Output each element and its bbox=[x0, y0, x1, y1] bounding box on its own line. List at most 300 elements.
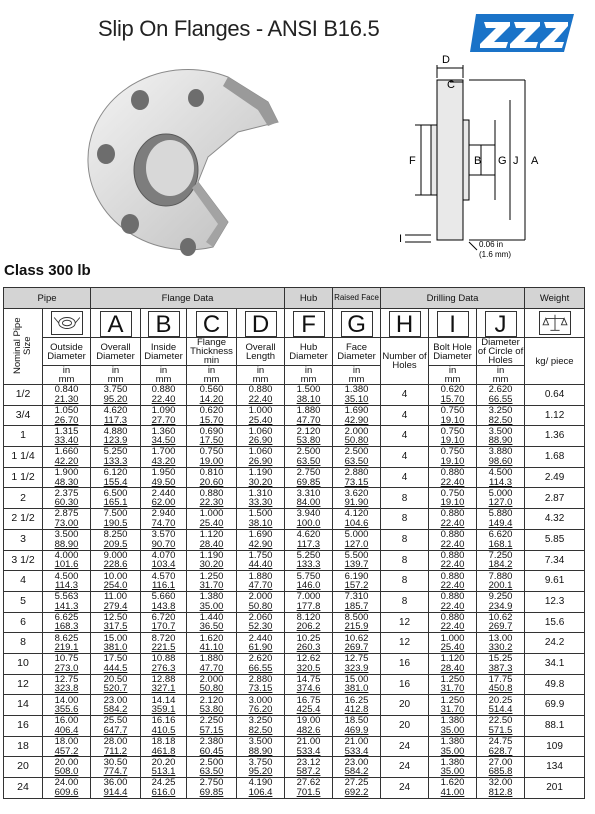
cell-g: 16.25 412.8 bbox=[333, 695, 381, 716]
desc-hub-d: Hub Diameter bbox=[285, 338, 333, 366]
cell-a: 4.880 123.9 bbox=[91, 426, 141, 447]
cell-f: 2.750 69.85 bbox=[285, 467, 333, 488]
desc-od: Outside Diameter bbox=[43, 338, 91, 366]
cell-c: 0.690 17.50 bbox=[187, 426, 237, 447]
cell-c: 1.380 35.00 bbox=[187, 591, 237, 612]
desc-face-d: Face Diameter bbox=[333, 338, 381, 366]
cell-g: 4.120 104.6 bbox=[333, 509, 381, 530]
cell-g: 18.50 469.9 bbox=[333, 716, 381, 737]
cell-d: 2.440 61.90 bbox=[237, 633, 285, 654]
cell-od: 14.00 355.6 bbox=[43, 695, 91, 716]
cell-od: 6.625 168.3 bbox=[43, 612, 91, 633]
table-row bbox=[4, 509, 585, 530]
table-row bbox=[4, 385, 585, 406]
table-row bbox=[4, 736, 585, 757]
cell-od: 1.900 48.30 bbox=[43, 467, 91, 488]
cell-f: 4.620 117.3 bbox=[285, 529, 333, 550]
cell-kg: 49.8 bbox=[525, 674, 585, 695]
cell-holes: 8 bbox=[381, 550, 429, 571]
cell-holes: 12 bbox=[381, 633, 429, 654]
class-label: Class 300 lb bbox=[4, 262, 91, 279]
cell-a: 36.00 914.4 bbox=[91, 778, 141, 799]
pipe-icon bbox=[51, 311, 83, 335]
cell-d: 1.060 26.90 bbox=[237, 447, 285, 468]
desc-circle: Diameter of Circle of Holes bbox=[477, 337, 524, 366]
table-row bbox=[4, 529, 585, 550]
cell-j: 13.00 330.2 bbox=[477, 633, 525, 654]
desc-kg: kg/ piece bbox=[525, 338, 585, 385]
cell-c: 2.000 50.80 bbox=[187, 674, 237, 695]
table-row bbox=[4, 591, 585, 612]
cell-i: 1.000 25.40 bbox=[429, 633, 477, 654]
cell-g: 23.00 584.2 bbox=[333, 757, 381, 778]
cell-g: 1.380 35.10 bbox=[333, 385, 381, 406]
cell-g: 2.880 73.15 bbox=[333, 467, 381, 488]
desc-holes: Number of Holes bbox=[381, 338, 429, 385]
cell-kg: 109 bbox=[525, 736, 585, 757]
cell-d: 3.000 76.20 bbox=[237, 695, 285, 716]
cell-od: 12.75 323.8 bbox=[43, 674, 91, 695]
cell-f: 14.75 374.6 bbox=[285, 674, 333, 695]
cell-kg: 15.6 bbox=[525, 612, 585, 633]
cell-j: 4.500 114.3 bbox=[477, 467, 525, 488]
cell-d: 2.060 52.30 bbox=[237, 612, 285, 633]
table-row bbox=[4, 488, 585, 509]
cell-d: 1.000 25.40 bbox=[237, 405, 285, 426]
letter-b: B bbox=[141, 309, 187, 338]
cell-a: 12.50 317.5 bbox=[91, 612, 141, 633]
group-hub: Hub bbox=[285, 288, 333, 309]
dim-label-a: A bbox=[531, 155, 539, 167]
cell-b: 12.88 327.1 bbox=[141, 674, 187, 695]
cell-g: 12.75 323.9 bbox=[333, 653, 381, 674]
scale-icon-cell bbox=[525, 309, 585, 338]
cell-kg: 134 bbox=[525, 757, 585, 778]
dim-label-c: C bbox=[447, 79, 455, 91]
cell-j: 15.25 387.3 bbox=[477, 653, 525, 674]
cell-a: 5.250 133.3 bbox=[91, 447, 141, 468]
cell-i: 0.750 19.10 bbox=[429, 447, 477, 468]
cell-b: 1.090 27.70 bbox=[141, 405, 187, 426]
cell-b: 2.440 62.00 bbox=[141, 488, 187, 509]
cell-d: 1.750 44.40 bbox=[237, 550, 285, 571]
cell-size: 4 bbox=[4, 571, 43, 592]
cell-holes: 4 bbox=[381, 385, 429, 406]
cell-kg: 1.68 bbox=[525, 447, 585, 468]
cell-f: 2.500 63.50 bbox=[285, 447, 333, 468]
cell-f: 21.00 533.4 bbox=[285, 736, 333, 757]
table-row bbox=[4, 757, 585, 778]
cell-kg: 2.87 bbox=[525, 488, 585, 509]
cell-kg: 201 bbox=[525, 778, 585, 799]
cell-a: 6.500 165.1 bbox=[91, 488, 141, 509]
cell-a: 30.50 774.7 bbox=[91, 757, 141, 778]
cell-i: 1.380 35.00 bbox=[429, 757, 477, 778]
cell-i: 0.880 22.40 bbox=[429, 571, 477, 592]
cell-b: 24.25 616.0 bbox=[141, 778, 187, 799]
table-row bbox=[4, 571, 585, 592]
cell-a: 4.620 117.3 bbox=[91, 405, 141, 426]
group-raised: Raised Face bbox=[333, 288, 381, 309]
cell-c: 2.120 53.80 bbox=[187, 695, 237, 716]
cell-g: 10.62 269.7 bbox=[333, 633, 381, 654]
cell-holes: 4 bbox=[381, 467, 429, 488]
cell-j: 3.250 82.50 bbox=[477, 405, 525, 426]
cell-c: 1.120 28.40 bbox=[187, 529, 237, 550]
cell-d: 1.500 38.10 bbox=[237, 509, 285, 530]
cell-d: 1.060 26.90 bbox=[237, 426, 285, 447]
cell-od: 0.840 21.30 bbox=[43, 385, 91, 406]
letter-c: C bbox=[187, 309, 237, 338]
cell-f: 10.25 260.3 bbox=[285, 633, 333, 654]
cell-size: 3 bbox=[4, 529, 43, 550]
cell-d: 1.690 42.90 bbox=[237, 529, 285, 550]
cell-od: 8.625 219.1 bbox=[43, 633, 91, 654]
cell-g: 8.500 215.9 bbox=[333, 612, 381, 633]
cell-kg: 5.85 bbox=[525, 529, 585, 550]
table-row bbox=[4, 716, 585, 737]
cell-j: 9.250 234.9 bbox=[477, 591, 525, 612]
dim-label-j: J bbox=[513, 155, 519, 167]
dim-label-d: D bbox=[442, 54, 450, 66]
cell-d: 2.000 50.80 bbox=[237, 591, 285, 612]
dim-label-f: F bbox=[409, 155, 416, 167]
letter-row bbox=[4, 309, 585, 338]
cell-c: 1.880 47.70 bbox=[187, 653, 237, 674]
cell-f: 23.12 587.2 bbox=[285, 757, 333, 778]
cell-j: 22.50 571.5 bbox=[477, 716, 525, 737]
pipe-icon-cell bbox=[43, 309, 91, 338]
cell-i: 0.880 22.40 bbox=[429, 591, 477, 612]
cell-d: 1.310 33.30 bbox=[237, 488, 285, 509]
cell-g: 2.500 63.50 bbox=[333, 447, 381, 468]
cell-od: 2.875 73.00 bbox=[43, 509, 91, 530]
cell-od: 4.000 101.6 bbox=[43, 550, 91, 571]
cell-g: 21.00 533.4 bbox=[333, 736, 381, 757]
letter-i: I bbox=[429, 309, 477, 338]
letter-f: F bbox=[285, 309, 333, 338]
unit-cell: in mm bbox=[429, 366, 477, 385]
cell-b: 1.700 43.20 bbox=[141, 447, 187, 468]
cell-a: 23.00 584.2 bbox=[91, 695, 141, 716]
cell-c: 0.620 15.70 bbox=[187, 405, 237, 426]
cell-j: 7.880 200.1 bbox=[477, 571, 525, 592]
cell-a: 7.500 190.5 bbox=[91, 509, 141, 530]
cell-c: 0.880 22.30 bbox=[187, 488, 237, 509]
cell-holes: 24 bbox=[381, 757, 429, 778]
cell-size: 20 bbox=[4, 757, 43, 778]
cell-size: 8 bbox=[4, 633, 43, 654]
cell-od: 3.500 88.90 bbox=[43, 529, 91, 550]
cell-kg: 2.49 bbox=[525, 467, 585, 488]
unit-cell: in mm bbox=[187, 366, 237, 385]
cell-od: 16.00 406.4 bbox=[43, 716, 91, 737]
cell-f: 12.62 320.5 bbox=[285, 653, 333, 674]
desc-overall-d: Overall Diameter bbox=[91, 338, 141, 366]
cell-od: 24.00 609.6 bbox=[43, 778, 91, 799]
cell-f: 1.500 38.10 bbox=[285, 385, 333, 406]
cell-c: 0.750 19.00 bbox=[187, 447, 237, 468]
cell-i: 0.880 22.40 bbox=[429, 509, 477, 530]
unit-cell: in mm bbox=[333, 366, 381, 385]
table-row bbox=[4, 426, 585, 447]
cell-kg: 1.12 bbox=[525, 405, 585, 426]
cell-holes: 4 bbox=[381, 405, 429, 426]
table-row bbox=[4, 405, 585, 426]
cell-b: 6.720 170.7 bbox=[141, 612, 187, 633]
scale-icon bbox=[539, 311, 571, 335]
cell-holes: 24 bbox=[381, 736, 429, 757]
cell-i: 0.620 15.70 bbox=[429, 385, 477, 406]
cell-size: 18 bbox=[4, 736, 43, 757]
cell-holes: 4 bbox=[381, 426, 429, 447]
cell-b: 20.20 513.1 bbox=[141, 757, 187, 778]
group-weight: Weight bbox=[525, 288, 585, 309]
cell-j: 27.00 685.8 bbox=[477, 757, 525, 778]
cell-b: 4.570 116.1 bbox=[141, 571, 187, 592]
cell-f: 7.000 177.8 bbox=[285, 591, 333, 612]
cell-b: 10.88 276.3 bbox=[141, 653, 187, 674]
cell-d: 4.190 106.4 bbox=[237, 778, 285, 799]
cell-a: 3.750 95.20 bbox=[91, 385, 141, 406]
cell-j: 32.00 812.8 bbox=[477, 778, 525, 799]
cell-od: 1.660 42.20 bbox=[43, 447, 91, 468]
cell-c: 2.500 63.50 bbox=[187, 757, 237, 778]
unit-cell: in mm bbox=[141, 366, 187, 385]
table-row bbox=[4, 447, 585, 468]
letter-d: D bbox=[237, 309, 285, 338]
cell-d: 2.620 66.55 bbox=[237, 653, 285, 674]
letter-j: J bbox=[477, 309, 525, 338]
cell-size: 1 bbox=[4, 426, 43, 447]
cell-d: 1.880 47.70 bbox=[237, 571, 285, 592]
table-body bbox=[4, 385, 585, 799]
cell-kg: 7.34 bbox=[525, 550, 585, 571]
cell-c: 0.560 14.20 bbox=[187, 385, 237, 406]
cell-holes: 16 bbox=[381, 674, 429, 695]
flange-dimension-drawing bbox=[385, 50, 565, 265]
cell-g: 27.25 692.2 bbox=[333, 778, 381, 799]
cell-i: 1.250 31.70 bbox=[429, 695, 477, 716]
cell-kg: 34.1 bbox=[525, 653, 585, 674]
cell-a: 11.00 279.4 bbox=[91, 591, 141, 612]
cell-i: 0.880 22.40 bbox=[429, 550, 477, 571]
dim-label-g: G bbox=[498, 155, 507, 167]
cell-b: 4.070 103.4 bbox=[141, 550, 187, 571]
cell-size: 1/2 bbox=[4, 385, 43, 406]
cell-holes: 8 bbox=[381, 488, 429, 509]
cell-od: 1.050 26.70 bbox=[43, 405, 91, 426]
cell-holes: 4 bbox=[381, 447, 429, 468]
cell-f: 3.940 100.0 bbox=[285, 509, 333, 530]
unit-cell: in mm bbox=[237, 366, 285, 385]
note-line2: (1.6 mm) bbox=[479, 250, 511, 259]
cell-g: 7.310 185.7 bbox=[333, 591, 381, 612]
unit-row bbox=[4, 366, 585, 385]
cell-d: 3.750 95.20 bbox=[237, 757, 285, 778]
cell-i: 0.880 22.40 bbox=[429, 529, 477, 550]
table-row bbox=[4, 550, 585, 571]
desc-length: Overall Length bbox=[237, 338, 285, 366]
cell-holes: 16 bbox=[381, 653, 429, 674]
cell-c: 1.190 30.20 bbox=[187, 550, 237, 571]
cell-b: 3.570 90.70 bbox=[141, 529, 187, 550]
cell-b: 0.880 22.40 bbox=[141, 385, 187, 406]
cell-size: 5 bbox=[4, 591, 43, 612]
cell-a: 17.50 444.5 bbox=[91, 653, 141, 674]
cell-od: 20.00 508.0 bbox=[43, 757, 91, 778]
cell-size: 2 bbox=[4, 488, 43, 509]
cell-j: 5.880 149.4 bbox=[477, 509, 525, 530]
cell-size: 1 1/4 bbox=[4, 447, 43, 468]
cell-c: 2.250 57.15 bbox=[187, 716, 237, 737]
cell-kg: 9.61 bbox=[525, 571, 585, 592]
cell-d: 3.250 82.50 bbox=[237, 716, 285, 737]
cell-c: 2.750 69.85 bbox=[187, 778, 237, 799]
desc-inside-d: Inside Diameter bbox=[141, 338, 187, 366]
cell-b: 8.720 221.5 bbox=[141, 633, 187, 654]
cell-i: 1.250 31.70 bbox=[429, 674, 477, 695]
unit-cell: in mm bbox=[285, 366, 333, 385]
cell-c: 1.000 25.40 bbox=[187, 509, 237, 530]
cell-a: 9.000 228.6 bbox=[91, 550, 141, 571]
table-row bbox=[4, 778, 585, 799]
cell-f: 19.00 482.6 bbox=[285, 716, 333, 737]
cell-d: 2.880 73.15 bbox=[237, 674, 285, 695]
cell-holes: 20 bbox=[381, 695, 429, 716]
group-header-row bbox=[4, 288, 585, 309]
cell-kg: 1.36 bbox=[525, 426, 585, 447]
cell-f: 1.880 47.70 bbox=[285, 405, 333, 426]
cell-g: 2.000 50.80 bbox=[333, 426, 381, 447]
cell-od: 1.315 33.40 bbox=[43, 426, 91, 447]
cell-i: 0.750 19.10 bbox=[429, 488, 477, 509]
cell-a: 25.50 647.7 bbox=[91, 716, 141, 737]
cell-holes: 8 bbox=[381, 529, 429, 550]
desc-thickness: Flange Thickness min bbox=[187, 338, 237, 366]
flange-spec-table bbox=[3, 287, 585, 799]
unit-cell: in mm bbox=[43, 366, 91, 385]
note-line1: 0.06 in bbox=[479, 240, 504, 249]
cell-j: 24.75 628.7 bbox=[477, 736, 525, 757]
zzz-logo bbox=[470, 8, 578, 56]
cell-g: 1.690 42.90 bbox=[333, 405, 381, 426]
table-row bbox=[4, 467, 585, 488]
desc-row bbox=[4, 338, 585, 366]
cell-a: 10.00 254.0 bbox=[91, 571, 141, 592]
cell-i: 0.750 19.10 bbox=[429, 405, 477, 426]
cell-od: 4.500 114.3 bbox=[43, 571, 91, 592]
cell-f: 8.120 206.2 bbox=[285, 612, 333, 633]
letter-a: A bbox=[91, 309, 141, 338]
cell-g: 5.500 139.7 bbox=[333, 550, 381, 571]
cell-kg: 24.2 bbox=[525, 633, 585, 654]
cell-i: 1.380 35.00 bbox=[429, 716, 477, 737]
cell-kg: 69.9 bbox=[525, 695, 585, 716]
cell-holes: 8 bbox=[381, 571, 429, 592]
cell-od: 5.563 141.3 bbox=[43, 591, 91, 612]
cell-size: 24 bbox=[4, 778, 43, 799]
cell-j: 17.75 450.8 bbox=[477, 674, 525, 695]
table-row bbox=[4, 612, 585, 633]
cell-j: 2.620 66.55 bbox=[477, 385, 525, 406]
cell-f: 27.62 701.5 bbox=[285, 778, 333, 799]
group-drilling: Drilling Data bbox=[381, 288, 525, 309]
cell-b: 18.18 461.8 bbox=[141, 736, 187, 757]
cell-d: 0.880 22.40 bbox=[237, 385, 285, 406]
cell-f: 5.250 133.3 bbox=[285, 550, 333, 571]
cell-j: 10.62 269.7 bbox=[477, 612, 525, 633]
cell-a: 6.120 155.4 bbox=[91, 467, 141, 488]
cell-f: 16.75 425.4 bbox=[285, 695, 333, 716]
cell-size: 6 bbox=[4, 612, 43, 633]
cell-holes: 8 bbox=[381, 509, 429, 530]
cell-a: 15.00 381.0 bbox=[91, 633, 141, 654]
cell-i: 1.620 41.00 bbox=[429, 778, 477, 799]
cell-g: 3.620 91.90 bbox=[333, 488, 381, 509]
cell-g: 5.000 127.0 bbox=[333, 529, 381, 550]
cell-size: 3 1/2 bbox=[4, 550, 43, 571]
cell-od: 18.00 457.2 bbox=[43, 736, 91, 757]
cell-size: 3/4 bbox=[4, 405, 43, 426]
cell-c: 1.250 31.70 bbox=[187, 571, 237, 592]
cell-holes: 8 bbox=[381, 591, 429, 612]
cell-kg: 12.3 bbox=[525, 591, 585, 612]
cell-kg: 88.1 bbox=[525, 716, 585, 737]
table-row bbox=[4, 695, 585, 716]
cell-size: 2 1/2 bbox=[4, 509, 43, 530]
cell-i: 1.120 28.40 bbox=[429, 653, 477, 674]
cell-size: 10 bbox=[4, 653, 43, 674]
cell-f: 2.120 53.80 bbox=[285, 426, 333, 447]
cell-b: 2.940 74.70 bbox=[141, 509, 187, 530]
desc-bolt-hole: Bolt Hole Diameter bbox=[429, 338, 477, 366]
cell-j: 7.250 184.2 bbox=[477, 550, 525, 571]
letter-g: G bbox=[333, 309, 381, 338]
cell-c: 1.620 41.10 bbox=[187, 633, 237, 654]
dim-label-b: B bbox=[474, 155, 482, 167]
cell-d: 3.500 88.90 bbox=[237, 736, 285, 757]
cell-d: 1.190 30.20 bbox=[237, 467, 285, 488]
cell-g: 15.00 381.0 bbox=[333, 674, 381, 695]
cell-b: 1.360 34.50 bbox=[141, 426, 187, 447]
cell-size: 12 bbox=[4, 674, 43, 695]
page-title: Slip On Flanges - ANSI B16.5 bbox=[98, 16, 380, 41]
unit-cell: in mm bbox=[477, 366, 525, 385]
cell-j: 3.880 98.60 bbox=[477, 447, 525, 468]
cell-a: 28.00 711.2 bbox=[91, 736, 141, 757]
flange-illustration bbox=[78, 62, 306, 262]
unit-cell: in mm bbox=[91, 366, 141, 385]
cell-a: 20.50 520.7 bbox=[91, 674, 141, 695]
cell-c: 2.380 60.45 bbox=[187, 736, 237, 757]
cell-c: 0.810 20.60 bbox=[187, 467, 237, 488]
cell-size: 1 1/2 bbox=[4, 467, 43, 488]
letter-h: H bbox=[381, 309, 429, 338]
cell-i: 0.880 22.40 bbox=[429, 467, 477, 488]
cell-a: 8.250 209.5 bbox=[91, 529, 141, 550]
cell-b: 14.14 359.1 bbox=[141, 695, 187, 716]
cell-f: 3.310 84.00 bbox=[285, 488, 333, 509]
table-row bbox=[4, 633, 585, 654]
table-row bbox=[4, 653, 585, 674]
cell-b: 16.16 410.5 bbox=[141, 716, 187, 737]
cell-od: 2.375 60.30 bbox=[43, 488, 91, 509]
nominal-header: Nominal Pipe Size bbox=[4, 309, 43, 385]
cell-holes: 20 bbox=[381, 716, 429, 737]
group-pipe: Pipe bbox=[4, 288, 91, 309]
cell-i: 1.380 35.00 bbox=[429, 736, 477, 757]
